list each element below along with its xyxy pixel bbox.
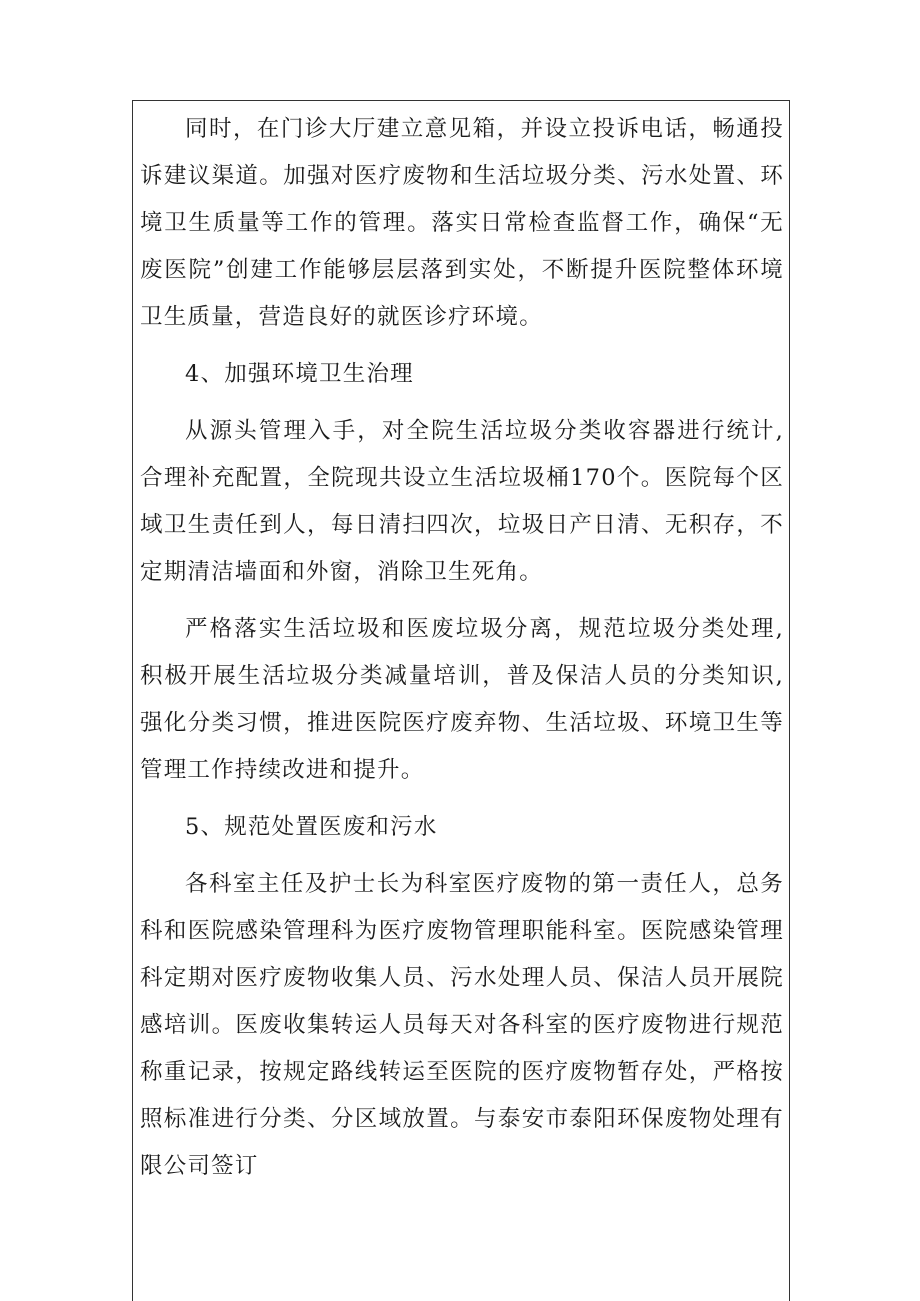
document-body (140, 106, 784, 1200)
paragraph-source-management: 从源头管理入手，对全院生活垃圾分类收容器进行统计,合理补充配置，全院现共设立生活垃圾桶170个。医院每个区域卫生责任到人，每日清扫四次，垃圾日产日清、无积存，不定期清洁墙面和外窗，消除卫生死角。 (140, 418, 784, 585)
paragraph-complaint-channels: 同时，在门诊大厅建立意见箱，并设立投诉电话，畅通投诉建议渠道。加强对医疗废物和生活垃圾分类、污水处置、环境卫生质量等工作的管理。落实日常检查监督工作，确保“无废医院”创建工作能够层层落到实处，不断提升医院整体环境卫生质量，营造良好的就医诊疗环境。 (140, 116, 784, 330)
paragraph-responsibility: 各科室主任及护士长为科室医疗废物的第一责任人，总务科和医院感染管理科为医疗废物管理职能科室。医院感染管理科定期对医疗废物收集人员、污水处理人员、保洁人员开展院感培训。医废收集转运人员每天对各科室的医疗废物进行规范称重记录，按规定路线转运至医院的医疗废物暂存处，严格按照标准进行分类、分区域放置。与泰安市泰阳环保废物处理有限公司签订 (140, 871, 784, 1179)
heading-medical-waste-sewage: 5、规范处置医废和污水 (185, 814, 438, 840)
heading-environmental-hygiene: 4、加强环境卫生治理 (185, 361, 414, 387)
paragraph-waste-separation: 严格落实生活垃圾和医废垃圾分离，规范垃圾分类处理,积极开展生活垃圾分类减量培训，普及保洁人员的分类知识,强化分类习惯，推进医院医疗废弃物、生活垃圾、环境卫生等管理工作持续改进和提升。 (140, 616, 784, 783)
